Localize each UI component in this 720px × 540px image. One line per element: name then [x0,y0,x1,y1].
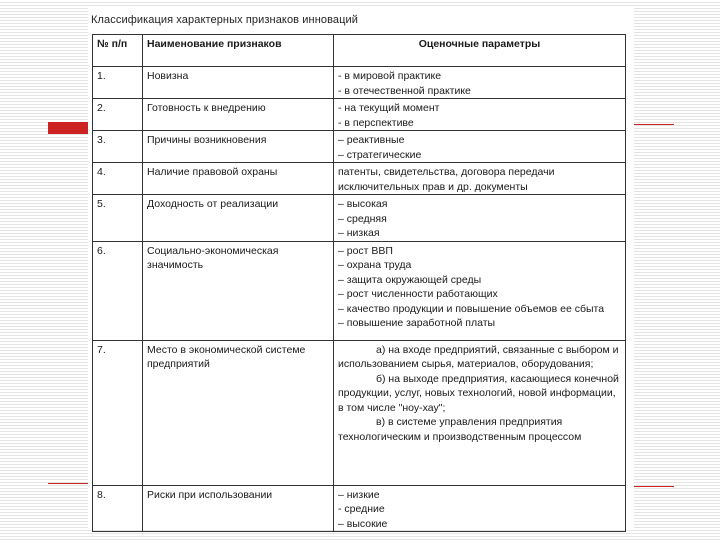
evaluation-params [334,163,626,195]
param-item: исключительных прав и др. документы [338,180,528,193]
param-item: – охрана труда [338,259,412,271]
evaluation-params [334,99,626,131]
param-item: – рост ВВП [338,244,393,257]
param-item: – повышение заработной платы [338,317,496,329]
evaluation-params [334,340,626,485]
row-number: 4. [93,163,143,195]
feature-name: Готовность к внедрению [143,99,334,131]
param-item: б) на выходе предприятия, касающиеся конечной продукции, услуг, новых технологий, новой информации, в том числе "ноу-хау"; [338,372,619,414]
evaluation-params [334,195,626,242]
param-item: – рост численности работающих [338,288,498,300]
table-row [93,195,626,242]
header-number: № п/п [93,35,143,67]
param-item: - в перспективе [338,116,414,129]
feature-name: Наличие правовой охраны [143,163,334,195]
feature-name: Место в экономической системе предприятий [143,340,334,485]
param-item: а) на входе предприятий, связанные с выбором и использованием сырья, материалов, оборудования; [338,343,619,370]
table-header-row [93,35,626,67]
param-item: – высокая [338,198,388,210]
param-item: – средняя [338,212,387,225]
table-row [93,67,626,99]
row-number: 5. [93,195,143,242]
table-row [93,131,626,163]
innovation-features-table [92,34,626,532]
param-item: в) в системе управления предприятия технологическим и производственным процессом [338,416,582,443]
red-accent-bar-left [48,122,90,134]
row-number: 8. [93,485,143,532]
table-row [93,241,626,340]
param-item: - средние [338,503,385,515]
param-item: – стратегические [338,148,422,161]
evaluation-params [334,67,626,99]
param-item: - на текущий момент [338,102,440,114]
header-evaluation-params: Оценочные параметры [334,35,626,67]
param-item: – реактивные [338,134,405,146]
table-row [93,163,626,195]
red-accent-line-bottom-left [48,483,90,484]
document-page [88,8,634,530]
document-title: Классификация характерных признаков инноваций [91,14,359,26]
row-number: 1. [93,67,143,99]
header-feature-name: Наименование признаков [143,35,334,67]
evaluation-params [334,241,626,340]
evaluation-params [334,131,626,163]
table-row [93,485,626,532]
red-accent-line-bottom-right [634,486,674,487]
feature-name: Доходность от реализации [143,195,334,242]
table-row [93,340,626,485]
feature-name: Риски при использовании [143,485,334,532]
row-number: 3. [93,131,143,163]
feature-name: Социально-экономическая значимость [143,241,334,340]
param-item: патенты, свидетельства, договора передачи [338,166,555,178]
param-item: – низкие [338,488,380,501]
feature-name: Новизна [143,67,334,99]
row-number: 7. [93,340,143,485]
param-item: - в отечественной практике [338,84,471,97]
param-item: – высокие [338,517,388,530]
param-item: – защита окружающей среды [338,273,482,286]
red-accent-line-top-right [634,124,674,125]
table-row [93,99,626,131]
param-item: – низкая [338,227,380,239]
row-number: 6. [93,241,143,340]
param-item: – качество продукции и повышение объемов ее сбыта [338,302,605,315]
row-number: 2. [93,99,143,131]
param-item: - в мировой практике [338,70,442,82]
evaluation-params [334,485,626,532]
feature-name: Причины возникновения [143,131,334,163]
